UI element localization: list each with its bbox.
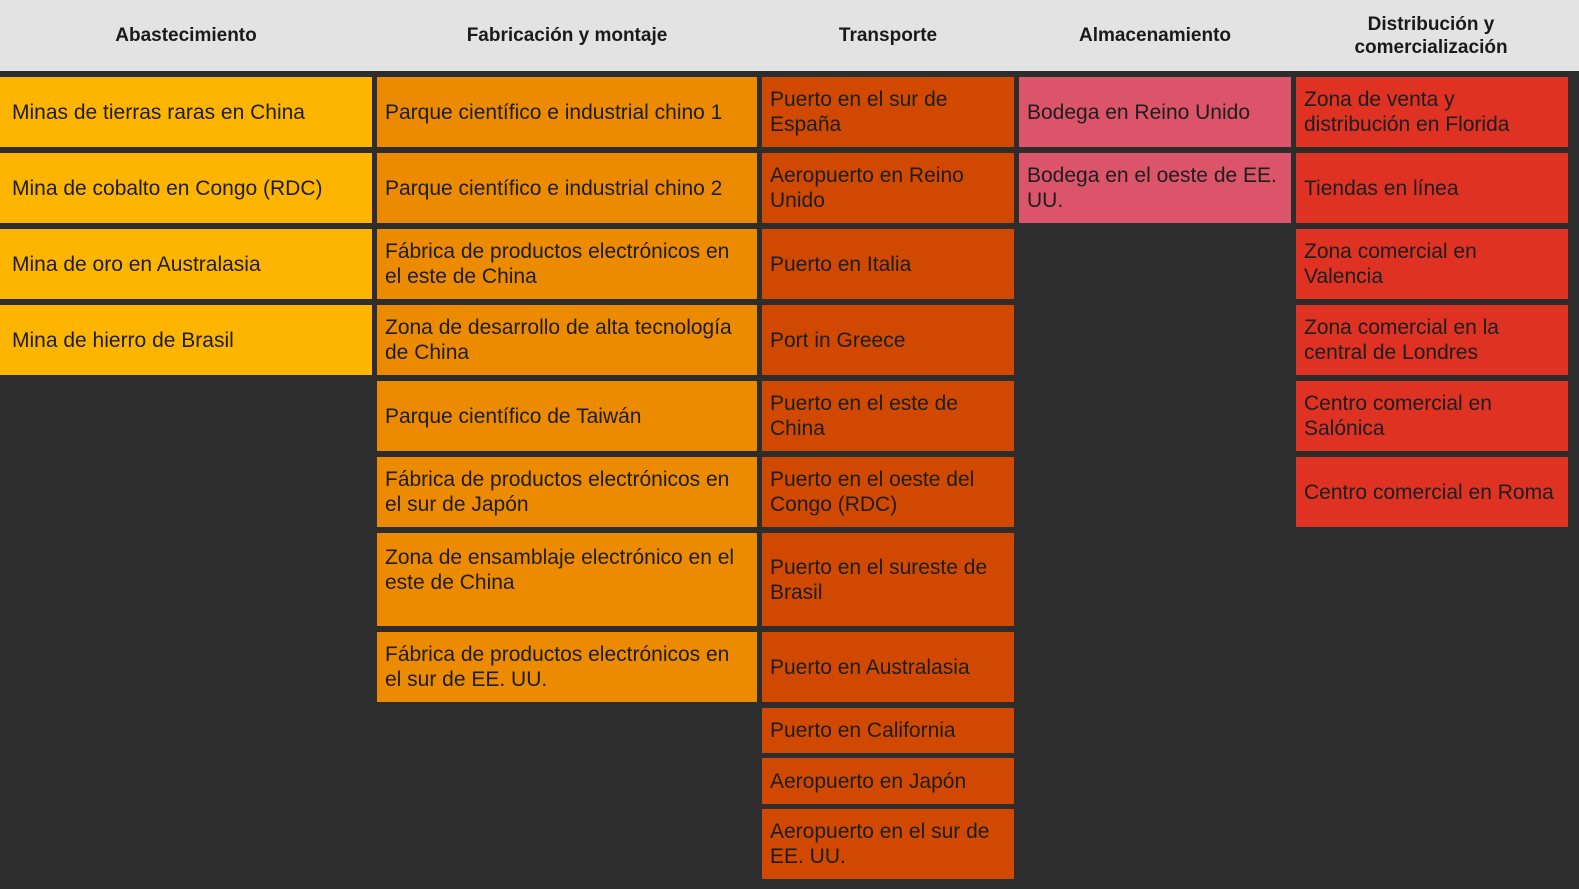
- cell-abastecimiento: Mina de oro en Australasia: [0, 229, 372, 299]
- cell-distribucion: Zona comercial en la central de Londres: [1296, 305, 1568, 375]
- cell-transporte: Puerto en Italia: [762, 229, 1014, 299]
- cell-almacenamiento: Bodega en el oeste de EE. UU.: [1019, 153, 1291, 223]
- cell-transporte: Puerto en el sur de España: [762, 77, 1014, 147]
- cell-distribucion: Centro comercial en Roma: [1296, 457, 1568, 527]
- cell-transporte: Puerto en el sureste de Brasil: [762, 533, 1014, 626]
- header-almacenamiento: Almacenamiento: [1078, 25, 1232, 46]
- cell-fabricacion: Parque científico e industrial chino 1: [377, 77, 757, 147]
- cell-transporte: Puerto en el este de China: [762, 381, 1014, 451]
- cell-distribucion: Centro comercial en Salónica: [1296, 381, 1568, 451]
- cell-fabricacion: Zona de ensamblaje electrónico en el este de China: [377, 533, 757, 626]
- cell-distribucion: Zona comercial en Valencia: [1296, 229, 1568, 299]
- cell-transporte: Port in Greece: [762, 305, 1014, 375]
- cell-fabricacion: Parque científico de Taiwán: [377, 381, 757, 451]
- cell-abastecimiento: Mina de hierro de Brasil: [0, 305, 372, 375]
- cell-fabricacion: Fábrica de productos electrónicos en el sur de EE. UU.: [377, 632, 757, 702]
- header-distribucion: Distribución y comercialización: [1354, 13, 1508, 58]
- cell-fabricacion: Parque científico e industrial chino 2: [377, 153, 757, 223]
- cell-transporte: Aeropuerto en Reino Unido: [762, 153, 1014, 223]
- cell-transporte: Aeropuerto en Japón: [762, 758, 1014, 804]
- cell-fabricacion: Zona de desarrollo de alta tecnología de China: [377, 305, 757, 375]
- cell-fabricacion: Fábrica de productos electrónicos en el sur de Japón: [377, 457, 757, 527]
- cell-abastecimiento: Minas de tierras raras en China: [0, 77, 372, 147]
- cell-transporte: Aeropuerto en el sur de EE. UU.: [762, 809, 1014, 879]
- cell-distribucion: Zona de venta y distribución en Florida: [1296, 77, 1568, 147]
- header-abastecimiento: Abastecimiento: [115, 25, 257, 46]
- cell-transporte: Puerto en Australasia: [762, 632, 1014, 702]
- cell-abastecimiento: Mina de cobalto en Congo (RDC): [0, 153, 372, 223]
- cell-distribucion: Tiendas en línea: [1296, 153, 1568, 223]
- header-row: [0, 0, 1579, 71]
- header-transporte: Transporte: [838, 25, 938, 46]
- cell-transporte: Puerto en California: [762, 708, 1014, 753]
- cell-almacenamiento: Bodega en Reino Unido: [1019, 77, 1291, 147]
- header-fabricacion: Fabricación y montaje: [466, 25, 668, 46]
- cell-transporte: Puerto en el oeste del Congo (RDC): [762, 457, 1014, 527]
- cell-fabricacion: Fábrica de productos electrónicos en el este de China: [377, 229, 757, 299]
